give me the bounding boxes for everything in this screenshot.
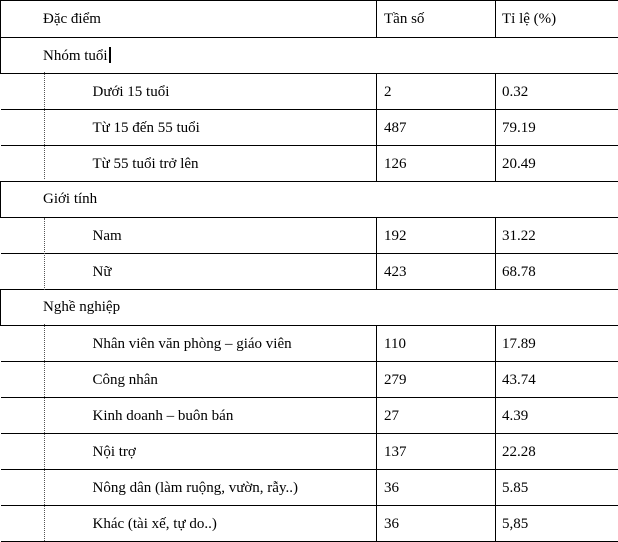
- row-ratio: 22.28: [496, 434, 618, 461]
- row-frequency: 279: [377, 362, 495, 389]
- table-row: [1, 398, 618, 434]
- row-label-cell[interactable]: [1, 362, 377, 398]
- row-frequency: 423: [377, 254, 495, 281]
- row-frequency: 487: [377, 110, 495, 137]
- row-label-cell[interactable]: [1, 74, 377, 110]
- row-label-cell[interactable]: [1, 470, 377, 506]
- table-row: [1, 434, 618, 470]
- row-ratio-cell[interactable]: [496, 326, 618, 362]
- indent-guide-occupation: [44, 324, 45, 541]
- row-frequency-cell[interactable]: [377, 326, 496, 362]
- group-cell-occupation[interactable]: [1, 290, 618, 326]
- row-frequency: 126: [377, 146, 495, 173]
- row-label: Nam: [1, 218, 377, 245]
- row-label: Nữ: [1, 254, 377, 281]
- row-ratio: 4.39: [496, 398, 618, 425]
- row-ratio-cell[interactable]: [496, 434, 618, 470]
- row-ratio: 20.49: [496, 146, 618, 173]
- row-label-cell[interactable]: [1, 398, 377, 434]
- row-frequency: 110: [377, 326, 495, 353]
- row-frequency: 36: [377, 506, 495, 533]
- row-ratio: 0.32: [496, 74, 618, 101]
- row-frequency-cell[interactable]: [377, 254, 496, 290]
- row-label: Dưới 15 tuổi: [1, 74, 377, 101]
- row-label-cell[interactable]: [1, 146, 377, 182]
- row-label-cell[interactable]: [1, 218, 377, 254]
- row-ratio-cell[interactable]: [496, 110, 618, 146]
- table-row: [1, 218, 618, 254]
- header-frequency-label: Tần số: [377, 1, 495, 28]
- group-title-occupation: Nghề nghiệp: [1, 290, 618, 316]
- row-label: Nội trợ: [1, 434, 377, 461]
- row-label-cell[interactable]: [1, 110, 377, 146]
- row-ratio: 79.19: [496, 110, 618, 137]
- row-label: Công nhân: [1, 362, 377, 389]
- row-label-cell[interactable]: [1, 326, 377, 362]
- group-row-age: [1, 38, 618, 74]
- text-cursor: [109, 47, 111, 63]
- row-frequency-cell[interactable]: [377, 398, 496, 434]
- row-label-cell[interactable]: [1, 434, 377, 470]
- group-row-occupation: [1, 290, 618, 326]
- header-cell-ratio[interactable]: [496, 1, 618, 38]
- row-ratio: 5.85: [496, 470, 618, 497]
- row-frequency: 27: [377, 398, 495, 425]
- header-ratio-label: Tỉ lệ (%): [496, 1, 618, 28]
- header-cell-frequency[interactable]: [377, 1, 496, 38]
- row-ratio-cell[interactable]: [496, 74, 618, 110]
- header-feature-label: Đặc điểm: [1, 1, 376, 28]
- row-frequency: 36: [377, 470, 495, 497]
- row-frequency-cell[interactable]: [377, 434, 496, 470]
- row-label: Kinh doanh – buôn bán: [1, 398, 377, 425]
- row-ratio-cell[interactable]: [496, 146, 618, 182]
- group-cell-gender[interactable]: [1, 182, 618, 218]
- row-ratio: 17.89: [496, 326, 618, 353]
- table-row: [1, 506, 618, 542]
- row-ratio-cell[interactable]: [496, 506, 618, 542]
- row-label-cell[interactable]: [1, 254, 377, 290]
- row-frequency-cell[interactable]: [377, 218, 496, 254]
- row-label: Từ 55 tuổi trở lên: [1, 146, 377, 173]
- row-label: Nhân viên văn phòng – giáo viên: [1, 326, 377, 353]
- group-cell-age[interactable]: [1, 38, 618, 74]
- table-row: [1, 326, 618, 362]
- row-label-cell[interactable]: [1, 506, 377, 542]
- row-ratio: 43.74: [496, 362, 618, 389]
- row-frequency-cell[interactable]: [377, 110, 496, 146]
- row-label: Từ 15 đến 55 tuổi: [1, 110, 377, 137]
- header-cell-feature[interactable]: [1, 1, 377, 38]
- row-frequency: 192: [377, 218, 495, 245]
- row-frequency-cell[interactable]: [377, 74, 496, 110]
- indent-guide-gender: [44, 218, 45, 290]
- table-row: [1, 146, 618, 182]
- row-frequency-cell[interactable]: [377, 146, 496, 182]
- indent-guide-age: [44, 72, 45, 179]
- row-frequency: 2: [377, 74, 495, 101]
- row-ratio-cell[interactable]: [496, 362, 618, 398]
- row-label: Nông dân (làm ruộng, vườn, rẫy..): [1, 470, 377, 497]
- table-header-row: [1, 1, 618, 38]
- row-label: Khác (tài xế, tự do..): [1, 506, 377, 533]
- group-title-age: Nhóm tuổi: [43, 48, 108, 64]
- group-row-gender: [1, 182, 618, 218]
- row-ratio: 31.22: [496, 218, 618, 245]
- table-row: [1, 110, 618, 146]
- group-title-gender: Giới tính: [1, 182, 618, 208]
- row-ratio-cell[interactable]: [496, 470, 618, 506]
- row-frequency-cell[interactable]: [377, 506, 496, 542]
- row-ratio-cell[interactable]: [496, 218, 618, 254]
- table-row: [1, 362, 618, 398]
- row-frequency-cell[interactable]: [377, 470, 496, 506]
- row-frequency: 137: [377, 434, 495, 461]
- table-row: [1, 470, 618, 506]
- table-row: [1, 254, 618, 290]
- row-ratio: 5,85: [496, 506, 618, 533]
- row-ratio-cell[interactable]: [496, 254, 618, 290]
- row-ratio-cell[interactable]: [496, 398, 618, 434]
- table-row: [1, 74, 618, 110]
- row-ratio: 68.78: [496, 254, 618, 281]
- row-frequency-cell[interactable]: [377, 362, 496, 398]
